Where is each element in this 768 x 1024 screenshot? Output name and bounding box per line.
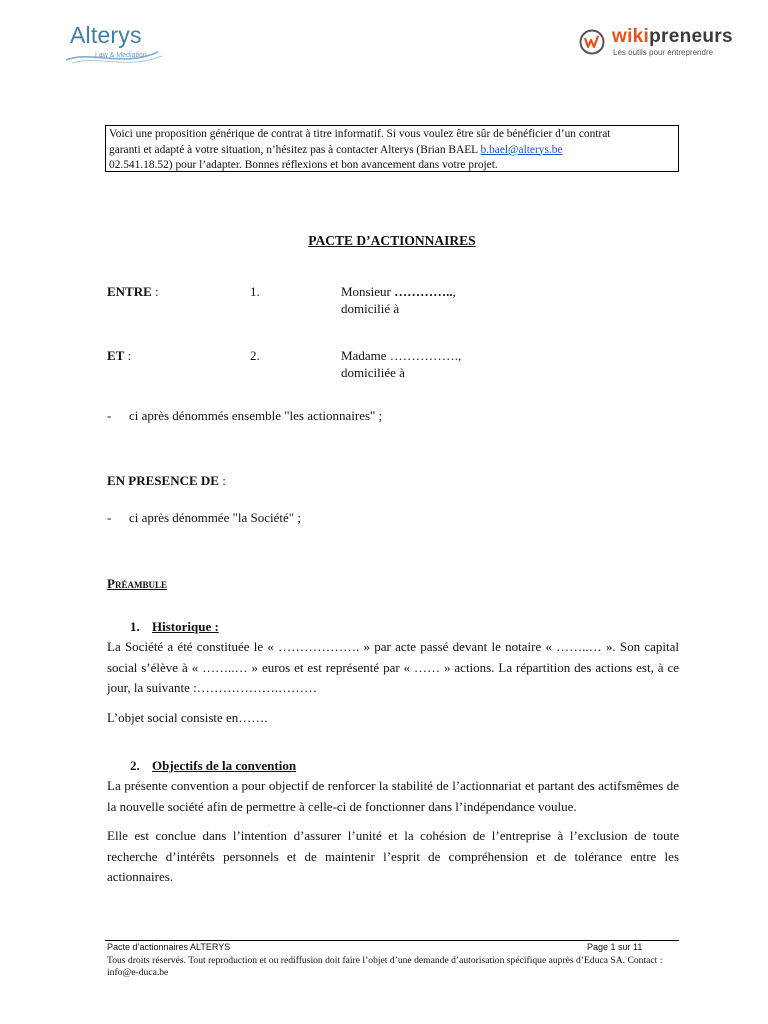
party-label: ET : <box>107 348 132 363</box>
footer-document-title: Pacte d’actionnaires ALTERYS <box>107 942 231 952</box>
section-paragraph: La présente convention a pour objectif de renforcer la stabilité de l’actionnariat et partant des actifsmêmes de la nouvelle société afin de permettre à celle-ci de fonctionner dans l’indépendance voulue. <box>107 778 679 814</box>
document-title: PACTE D’ACTIONNAIRES <box>308 233 476 248</box>
party-name: Monsieur ………….., <box>341 284 456 299</box>
wikipreneurs-tagline: Les outils pour entreprendre <box>613 48 714 57</box>
party-number: 2. <box>250 348 260 363</box>
alterys-tagline: Law & Mediation <box>95 52 147 59</box>
notice-line: Voici une proposition générique de contrat à titre informatif. Si vous voulez être sûr de bénéficier d’un contrat <box>109 128 611 140</box>
party-name: Madame ……………., <box>341 348 462 363</box>
list-bullet: - <box>107 510 112 525</box>
wikipreneurs-logo-icon <box>578 28 606 56</box>
party-address: domicilié à <box>341 301 400 316</box>
section-paragraph: L’objet social consiste en……. <box>107 710 268 725</box>
presence-label: EN PRESENCE DE : <box>107 473 226 488</box>
footer-divider <box>105 940 679 941</box>
section-heading: Objectifs de la convention <box>152 758 297 773</box>
party-number: 1. <box>250 284 260 299</box>
notice-line: garanti et adapté à votre situation, n’hésitez pas à contacter Alterys (Brian BAEL b.bael@alterys.be <box>109 143 563 156</box>
footer-page-number: Page 1 sur 11 <box>587 942 643 952</box>
wikipreneurs-logo-text: wikipreneurs <box>612 26 733 47</box>
section-paragraph: Elle est conclue dans l’intention d’assurer l’unité et la cohésion de l’entreprise à l’exclusion de toute recherche d’intérêts personnels et de maintenir l’esprit de compréhension et de tolérance entre les actionnaires. <box>107 828 679 884</box>
collective-designation: ci après dénommés ensemble "les actionnaires" ; <box>129 408 383 423</box>
notice-line: 02.541.18.52) pour l’adapter. Bonnes réflexions et bon avancement dans votre projet. <box>109 159 498 171</box>
section-number: 2. <box>130 758 140 773</box>
preamble-heading: Préambule <box>107 576 167 591</box>
alterys-logo-text: Alterys <box>70 22 142 48</box>
list-bullet: - <box>107 408 112 423</box>
section-number: 1. <box>130 619 140 634</box>
footer-copyright-notice: Tous droits réservés. Tout reproduction et ou rediffusion doit faire l’objet d’une demande d’autorisation spécifique auprès d’Educa SA. Contact : info@e-duca.be <box>107 955 663 978</box>
disclaimer-notice-box <box>105 125 679 172</box>
section-heading: Historique : <box>152 619 219 634</box>
party-label: ENTRE : <box>107 284 159 299</box>
company-designation: ci après dénommée "la Société" ; <box>129 510 301 525</box>
contact-email-link[interactable]: b.bael@alterys.be <box>480 143 563 156</box>
section-paragraph: La Société a été constituée le « ………………. » par acte passé devant le notaire « ……..… ». Son capital social s’élève à « ……..… » euros et est représenté par « …… » actions. La répartition des actions est, à ce jour, la suivante :……………….……… <box>107 639 679 695</box>
party-address: domiciliée à <box>341 365 405 380</box>
